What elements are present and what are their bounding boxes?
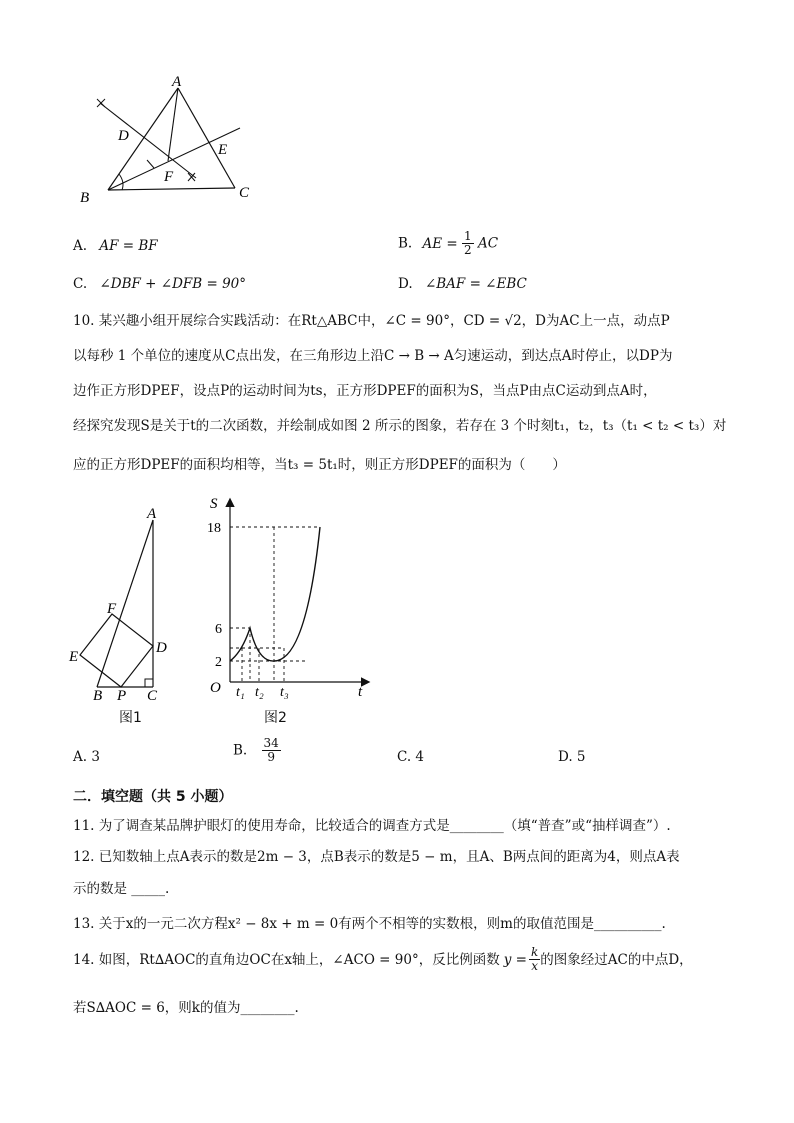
- axis-label-s: S: [210, 496, 218, 512]
- side-ac: [178, 88, 235, 188]
- q9-option-a: [73, 238, 158, 254]
- figure-2-caption: 图2: [264, 710, 287, 726]
- figure-2-graph: [198, 492, 378, 702]
- figure-1-caption: 图1: [119, 710, 142, 726]
- y-tick-2: 2: [215, 655, 222, 670]
- option-letter: D.: [398, 276, 413, 292]
- fraction-denominator: 9: [267, 750, 275, 764]
- label-b: B: [80, 190, 90, 206]
- fraction-denominator: 2: [464, 243, 472, 257]
- label-f: F: [107, 601, 117, 617]
- label-a: A: [147, 506, 157, 522]
- label-d: D: [156, 640, 167, 656]
- q14-function-lhs: y =: [503, 951, 527, 968]
- option-expression: AE =: [422, 235, 458, 252]
- q10-line-4: 经探究发现S是关于t的二次函数，并绘制成如图 2 所示的图象，若存在 3 个时刻t₁，t₂，t₃（t₁ < t₂ < t₃）对: [73, 418, 727, 434]
- q10-line-2: 以每秒 1 个单位的速度从C点出发，在三角形边上沿C → B → A匀速运动，到达点A时停止，以DP为: [73, 348, 673, 364]
- section-heading: 二．填空题（共 5 小题）: [73, 789, 233, 805]
- label-d: D: [118, 128, 129, 144]
- q9-option-b: [398, 230, 498, 257]
- option-letter: B.: [233, 742, 248, 759]
- x-tick-t2: t₂: [255, 685, 264, 700]
- option-expression: AF = BF: [99, 238, 158, 254]
- label-e: E: [218, 142, 228, 158]
- fraction-denominator: x: [531, 959, 538, 973]
- square-dpef: [80, 614, 153, 687]
- label-c: C: [147, 688, 158, 704]
- fraction-numerator: k: [530, 945, 539, 959]
- option-letter: C.: [73, 276, 88, 292]
- side-bc: [108, 188, 235, 190]
- q14-text-end: 的图象经过AC的中点D，: [540, 951, 693, 968]
- label-b: B: [93, 688, 103, 704]
- perpendicular-bisector: [100, 103, 196, 178]
- segment-af: [168, 88, 178, 161]
- option-expression: ∠DBF + ∠DFB = 90°: [99, 276, 246, 292]
- axis-label-o: O: [210, 680, 221, 696]
- q14-text-start: 14. 如图，Rt∆AOC的直角边OC在x轴上，∠ACO = 90°，反比例函数: [73, 951, 500, 968]
- guide-lines: [230, 527, 320, 682]
- q9-option-d: [398, 276, 527, 292]
- label-p: P: [117, 688, 127, 704]
- q10-option-d: D. 5: [558, 749, 586, 765]
- q11-text: 11. 为了调查某品牌护眼灯的使用寿命，比较适合的调查方式是________（填“普查”或“抽样调查”）.: [73, 818, 671, 834]
- fraction-k-over-x: [529, 946, 540, 973]
- side-ab: [97, 520, 153, 687]
- triangle-construction-figure: [70, 70, 270, 210]
- label-e: E: [69, 649, 79, 665]
- q12-line-2: 示的数是 _____.: [73, 881, 170, 897]
- q14-line-1: [73, 946, 693, 973]
- y-tick-18: 18: [207, 521, 221, 536]
- label-a: A: [172, 74, 182, 90]
- fraction-numerator: 1: [464, 229, 472, 243]
- option-expression-tail: AC: [477, 235, 499, 252]
- option-expression: ∠BAF = ∠EBC: [424, 276, 527, 292]
- construction-marks: [97, 99, 195, 181]
- option-letter: A.: [73, 238, 88, 254]
- right-angle-mark: [145, 679, 153, 687]
- q13-text: 13. 关于x的一元二次方程x² − 8x + m = 0有两个不相等的实数根，则m的取值范围是__________.: [73, 916, 666, 932]
- q10-option-c: C. 4: [397, 749, 425, 765]
- x-tick-t1: t₁: [236, 685, 245, 700]
- q12-line-1: 12. 已知数轴上点A表示的数是2m − 3，点B表示的数是5 − m，且A、B两点间的距离为4，则点A表: [73, 849, 680, 865]
- q10-option-a: A. 3: [73, 749, 100, 765]
- q10-line-1: 10. 某兴趣小组开展综合实践活动：在Rt△ABC中，∠C = 90°，CD = √2，D为AC上一点，动点P: [73, 313, 670, 329]
- fraction-34-9: [262, 737, 281, 764]
- axis-label-t: t: [358, 684, 363, 700]
- s-t-curve: [230, 527, 320, 661]
- y-tick-6: 6: [215, 622, 222, 637]
- label-f: F: [164, 169, 174, 185]
- option-letter: B.: [398, 235, 413, 252]
- q10-option-b: [233, 737, 281, 764]
- q10-line-3: 边作正方形DPEF，设点P的运动时间为ts，正方形DPEF的面积为S，当点P由点C运动到点A时，: [73, 383, 657, 399]
- x-tick-t3: t₃: [280, 685, 289, 700]
- q14-line-2: 若S∆AOC = 6，则k的值为________.: [73, 1000, 299, 1016]
- q9-option-c: [73, 276, 246, 292]
- q10-line-5: 应的正方形DPEF的面积均相等，当t₃ = 5t₁时，则正方形DPEF的面积为（ ）: [73, 457, 566, 473]
- label-c: C: [239, 185, 250, 201]
- figure-1-diagram: [65, 500, 185, 705]
- fraction-numerator: 34: [263, 736, 279, 750]
- angle-arc: [119, 174, 123, 190]
- fraction-one-half: [462, 230, 474, 257]
